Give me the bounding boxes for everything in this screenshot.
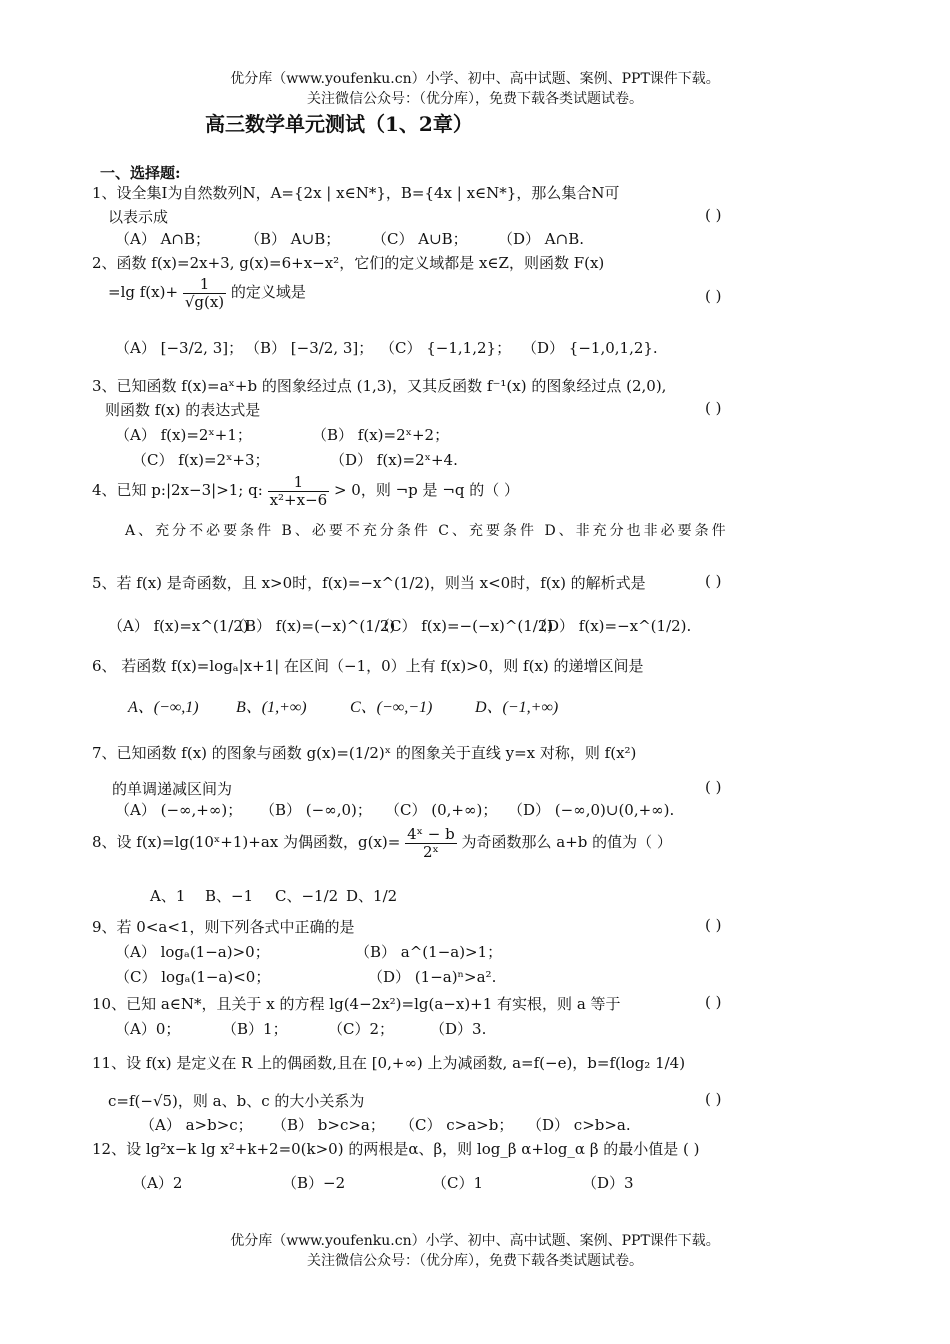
- q1-stem: 1、设全集I为自然数列N，A={2x | x∈N*}，B={4x | x∈N*}，那么集合N可: [92, 184, 620, 202]
- q3-choice-b: （B） f(x)=2ˣ+2；: [312, 426, 450, 444]
- q4-choices: A、充分不必要条件 B、必要不充分条件 C、充要条件 D、非充分也非必要条件: [125, 523, 729, 539]
- q4-frac-den: x²+x−6: [269, 490, 328, 509]
- q1-choice-d: （D） A∩B.: [498, 230, 584, 248]
- q9-choice-d: （D） (1−a)ⁿ>a².: [368, 968, 497, 986]
- q1-answer-blank: ( ): [705, 206, 722, 224]
- q10-choice-b: （B）1；: [222, 1020, 288, 1038]
- q2-expression: [108, 276, 306, 310]
- q3-choice-c: （C） f(x)=2ˣ+3；: [132, 451, 270, 469]
- q1-stem-cont: 以表示成: [108, 208, 169, 226]
- q8-fraction: [405, 826, 457, 860]
- q3-stem: 3、已知函数 f(x)=aˣ+b 的图象经过点 (1,3)，又其反函数 f⁻¹(x) 的图象经过点 (2,0),: [92, 377, 667, 395]
- q10-choice-a: （A）0；: [115, 1020, 181, 1038]
- q8-stem: [92, 826, 672, 860]
- q11-choice-d: （D） c>b>a.: [527, 1116, 631, 1134]
- q4-frac-num: 1: [268, 474, 330, 492]
- q5-stem: 5、若 f(x) 是奇函数，且 x>0时，f(x)=−x^(1/2)，则当 x<0时，f(x) 的解析式是: [92, 574, 646, 592]
- q7-choice-c: （C） (0,+∞)；: [385, 801, 498, 819]
- q2-fraction: [183, 276, 226, 310]
- q5-choice-c: （C） f(x)=−(−x)^(1/2): [375, 617, 554, 635]
- q8-choice-b: B、−1: [205, 887, 254, 905]
- q10-answer-blank: ( ): [705, 993, 722, 1011]
- q3-choice-a: （A） f(x)=2ˣ+1；: [115, 426, 252, 444]
- q9-stem: 9、若 0<a<1，则下列各式中正确的是: [92, 918, 355, 936]
- q3-stem-cont: 则函数 f(x) 的表达式是: [105, 401, 261, 419]
- q2-choice-c: （C） {−1,1,2}；: [380, 339, 512, 357]
- q12-choice-d: （D）3: [582, 1174, 634, 1192]
- q1-choice-b: （B） A∪B；: [245, 230, 341, 248]
- q2-expr-tail: 的定义域是: [230, 283, 306, 301]
- q12-choice-b: （B）−2: [282, 1174, 346, 1192]
- q4-stem-lead: 4、已知 p:|2x−3|>1; q:: [92, 481, 263, 499]
- q7-answer-blank: ( ): [705, 778, 722, 796]
- q6-stem: 6、 若函数 f(x)=logₐ|x+1| 在区间（−1，0）上有 f(x)>0，则 f(x) 的递增区间是: [92, 657, 644, 675]
- section-heading: 一、选择题:: [100, 164, 181, 182]
- q6-choice-b: B、(1,+∞): [236, 699, 307, 716]
- q6-choice-c: C、(−∞,−1): [350, 699, 433, 716]
- q7-choice-d: （D） (−∞,0)∪(0,+∞).: [508, 801, 675, 819]
- q2-answer-blank: ( ): [705, 287, 722, 305]
- q8-stem-lead: 8、设 f(x)=lg(10ˣ+1)+ax 为偶函数，g(x)=: [92, 833, 401, 851]
- q8-frac-den: 2ˣ: [422, 842, 439, 861]
- q3-answer-blank: ( ): [705, 399, 722, 417]
- q6-choice-d: D、(−1,+∞): [475, 699, 559, 716]
- q7-choice-b: （B） (−∞,0)；: [260, 801, 372, 819]
- q9-choice-b: （B） a^(1−a)>1；: [355, 943, 503, 961]
- q2-choice-b: （B） [−3/2, 3]；: [245, 339, 374, 357]
- q11-choice-c: （C） c>a>b；: [400, 1116, 514, 1134]
- q3-choice-d: （D） f(x)=2ˣ+4.: [330, 451, 458, 469]
- q9-choice-a: （A） logₐ(1−a)>0；: [115, 943, 270, 961]
- q12-choice-c: （C）1: [432, 1174, 484, 1192]
- q8-choice-a: A、1: [150, 887, 186, 905]
- q8-choice-d: D、1/2: [346, 887, 398, 905]
- q9-answer-blank: ( ): [705, 916, 722, 934]
- q11-stem-cont: c=f(−√5)，则 a、b、c 的大小关系为: [108, 1092, 365, 1110]
- q7-choice-a: （A） (−∞,+∞)；: [115, 801, 243, 819]
- q2-stem: 2、函数 f(x)=2x+3, g(x)=6+x−x²，它们的定义域都是 x∈Z，则函数 F(x): [92, 254, 605, 272]
- q6-choice-a: A、(−∞,1): [128, 699, 199, 716]
- q9-choice-c: （C） logₐ(1−a)<0；: [115, 968, 271, 986]
- q10-stem: 10、已知 a∈N*，且关于 x 的方程 lg(4−2x²)=lg(a−x)+1 有实根，则 a 等于: [92, 995, 621, 1013]
- q11-stem: 11、设 f(x) 是定义在 R 上的偶函数,且在 [0,+∞) 上为减函数, a=f(−e)，b=f(log₂ 1/4): [92, 1054, 686, 1072]
- q2-choice-d: （D） {−1,0,1,2}.: [522, 339, 658, 357]
- q5-answer-blank: ( ): [705, 572, 722, 590]
- q10-choice-d: （D）3.: [430, 1020, 487, 1038]
- footer-line1: 优分库（www.youfenku.cn）小学、初中、高中试题、案例、PPT课件下载。: [230, 1233, 720, 1249]
- footer-line2: 关注微信公众号：（优分库），免费下载各类试题试卷。: [307, 1253, 643, 1269]
- q11-choice-b: （B） b>c>a；: [272, 1116, 385, 1134]
- q12-choice-a: （A）2: [132, 1174, 183, 1192]
- q11-choice-a: （A） a>b>c；: [140, 1116, 253, 1134]
- q7-stem-cont: 的单调递减区间为: [112, 780, 233, 798]
- q4-fraction: [268, 474, 330, 508]
- q7-stem: 7、已知函数 f(x) 的图象与函数 g(x)=(1/2)ˣ 的图象关于直线 y=x 对称，则 f(x²): [92, 744, 637, 762]
- q10-choice-c: （C）2；: [328, 1020, 395, 1038]
- q8-choice-c: C、−1/2: [275, 887, 339, 905]
- q2-choice-a: （A） [−3/2, 3]；: [115, 339, 244, 357]
- q1-choice-a: （A） A∩B；: [115, 230, 211, 248]
- q2-frac-den: √g(x): [184, 292, 225, 311]
- q2-frac-num: 1: [183, 276, 226, 294]
- q5-choice-a: （A） f(x)=x^(1/2): [108, 617, 249, 635]
- q5-choice-b: （B） f(x)=(−x)^(1/2): [230, 617, 396, 635]
- q1-choice-c: （C） A∪B；: [372, 230, 468, 248]
- q4-stem: [92, 474, 519, 508]
- q11-answer-blank: ( ): [705, 1090, 722, 1108]
- q12-stem: 12、设 lg²x−k lg x²+k+2=0(k>0) 的两根是α、β，则 log_β α+log_α β 的最小值是 ( ): [92, 1140, 700, 1158]
- page-title: 高三数学单元测试（1、2章）: [205, 112, 473, 136]
- q2-expr-lead: =lg f(x)+: [108, 283, 179, 301]
- q8-stem-tail: 为奇函数那么 a+b 的值为（ ）: [461, 833, 672, 851]
- q4-stem-tail: > 0，则 ¬p 是 ¬q 的（ ）: [333, 481, 520, 499]
- q5-choice-d: （D） f(x)=−x^(1/2).: [532, 617, 692, 635]
- header-line1: 优分库（www.youfenku.cn）小学、初中、高中试题、案例、PPT课件下载。: [230, 71, 720, 87]
- q8-frac-num: 4ˣ − b: [407, 825, 455, 843]
- header-line2: 关注微信公众号：（优分库），免费下载各类试题试卷。: [307, 91, 643, 107]
